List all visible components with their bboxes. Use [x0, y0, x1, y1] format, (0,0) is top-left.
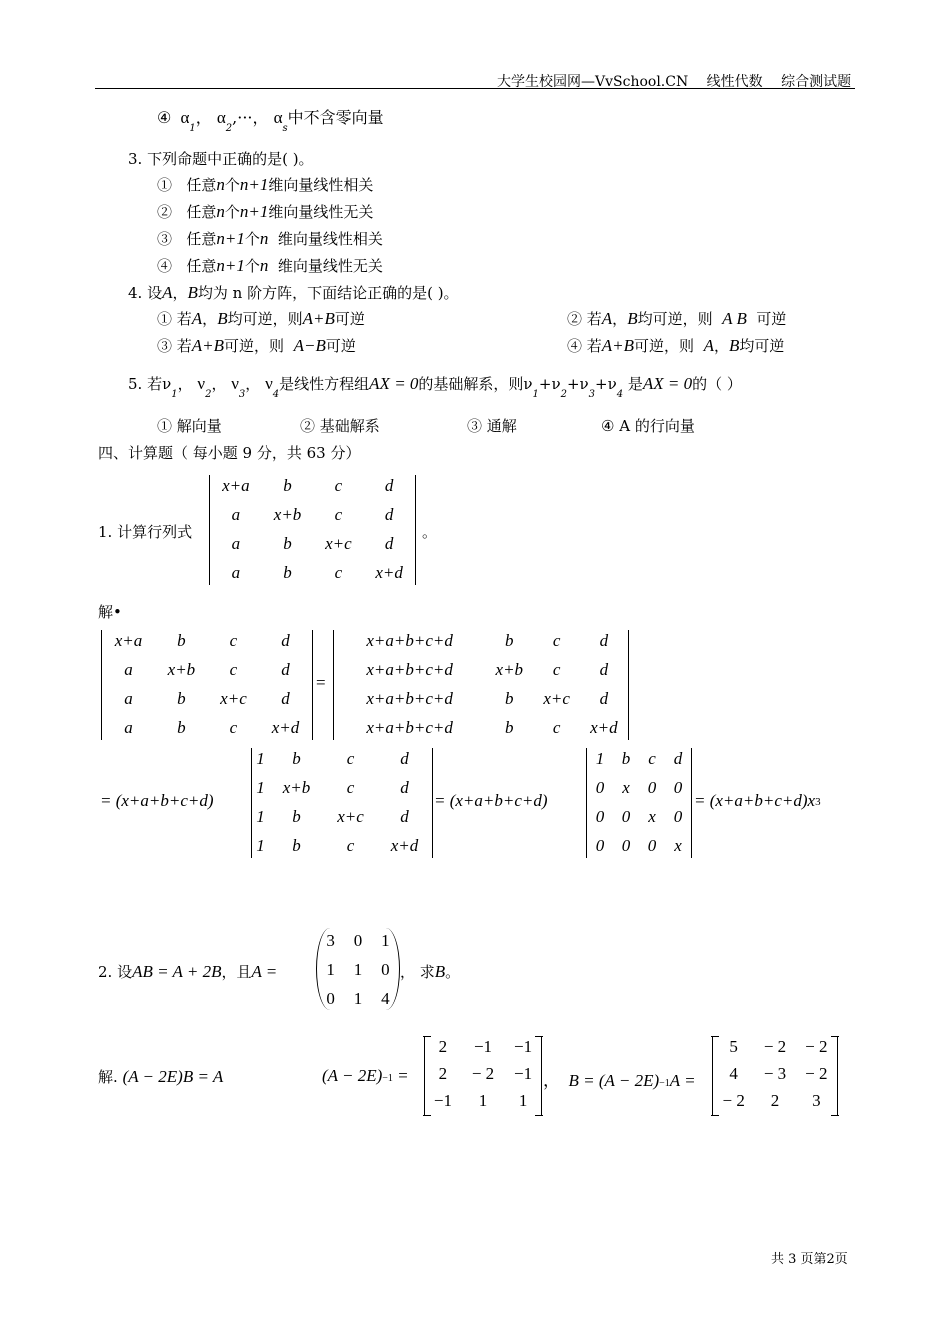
matrix-cell: a — [231, 562, 241, 582]
matrix-cell: 1 — [478, 1090, 488, 1110]
matrix-cell: 0 — [647, 777, 657, 797]
matrix-cell: d — [281, 659, 290, 679]
matrix-cell: c — [552, 630, 561, 650]
determinant-4 — [251, 748, 433, 858]
matrix-cell: x+c — [220, 688, 247, 708]
q5-option: ③ 通解 — [467, 417, 517, 435]
page-header: 大学生校园网—VvSchool.CN 线性代数 综合测试题 — [497, 74, 852, 90]
matrix-cell: x+c — [325, 533, 352, 553]
matrix-cell: 1 — [256, 748, 265, 768]
matrix-cell: c — [648, 748, 656, 768]
matrix-cell: x+b — [282, 777, 311, 797]
q5-option: ④ A 的行向量 — [601, 417, 695, 435]
matrix-cell: b — [292, 748, 301, 768]
matrix-cell: c — [346, 748, 355, 768]
matrix-cell: d — [384, 533, 394, 553]
determinant-1 — [209, 475, 416, 585]
matrix-cell: −1 — [433, 1090, 452, 1110]
matrix-cell: b — [505, 630, 514, 650]
header-rule — [95, 88, 855, 89]
matrix-cell: 1 — [256, 777, 265, 797]
inverse-lhs: (A − 2E)−1 = — [322, 1066, 409, 1085]
matrix-cell: 3 — [326, 930, 335, 950]
matrix-cell: a — [124, 659, 133, 679]
matrix-cell: a — [231, 504, 241, 524]
matrix-cell: x — [648, 806, 656, 826]
matrix-cell: c — [334, 504, 343, 524]
matrix-cell: c — [552, 659, 561, 679]
matrix-cell: x+a+b+c+d — [366, 688, 453, 708]
matrix-cell: b — [621, 748, 631, 768]
q4-stem: 4. 设A，B均为 n 阶方阵，下面结论正确的是( )。 — [128, 283, 459, 302]
matrix-cell: d — [673, 748, 683, 768]
problem-1-label: 1. 计算行列式 — [98, 523, 193, 541]
determinant-2 — [101, 630, 313, 740]
solution-label: 解• — [98, 603, 122, 621]
matrix-cell: −1 — [473, 1036, 493, 1056]
matrix-cell: 2 — [770, 1090, 780, 1110]
matrix-cell: x+d — [375, 562, 403, 582]
matrix-cell: x+a — [114, 630, 143, 650]
matrix-cell: 5 — [729, 1036, 738, 1056]
matrix-cell: − 2 — [763, 1036, 787, 1056]
q3-option: ② 任意n个n+1维向量线性无关 — [157, 202, 374, 221]
matrix-cell: − 2 — [471, 1063, 495, 1083]
matrix-cell: 3 — [812, 1090, 821, 1110]
matrix-cell: b — [283, 562, 292, 582]
matrix-cell: 1 — [353, 959, 363, 979]
matrix-cell: d — [384, 475, 394, 495]
q3-option: ① 任意n个n+1维向量线性相关 — [157, 175, 374, 194]
matrix-cell: c — [229, 659, 238, 679]
matrix-cell: x+a+b+c+d — [366, 717, 453, 737]
matrix-cell: 1 — [381, 930, 390, 950]
problem-1-end: 。 — [422, 523, 438, 541]
matrix-cell: b — [505, 688, 514, 708]
matrix-cell: 4 — [381, 988, 390, 1008]
matrix-cell: c — [346, 835, 355, 855]
matrix-cell: x+b — [495, 659, 524, 679]
matrix-cell: 1 — [326, 959, 335, 979]
determinant-3 — [333, 630, 629, 740]
matrix-cell: 0 — [673, 777, 683, 797]
matrix-cell: 2 — [438, 1036, 448, 1056]
matrix-cell: x+b — [167, 659, 196, 679]
factor-expr: = (x+a+b+c+d) — [434, 791, 548, 810]
equals-sign: = — [316, 673, 326, 692]
matrix-cell: x — [622, 777, 630, 797]
matrix-cell: a — [124, 688, 133, 708]
matrix-cell: c — [229, 630, 238, 650]
matrix-cell: x+a+b+c+d — [366, 659, 453, 679]
matrix-cell: b — [292, 835, 301, 855]
problem-2-tail: ， 求B。 — [400, 962, 461, 981]
matrix-cell: 0 — [595, 806, 605, 826]
matrix-cell: 1 — [595, 748, 605, 768]
matrix-cell: c — [334, 475, 343, 495]
q5-option: ① 解向量 — [157, 417, 222, 435]
q5-option: ② 基础解系 — [300, 417, 380, 435]
matrix-cell: − 2 — [722, 1090, 745, 1110]
q5-stem: 5. 若$\nu_1$， $\nu_2$， $\nu_3$， $\nu_4$是线性方程组AX = 0的基础解系，则$\nu_1+\nu_2+\nu_3+\nu_4$ 是AX = 0的（ ） — [128, 374, 742, 400]
q4-option-1: ① 若A，B均可逆，则A+B可逆 — [157, 309, 365, 328]
matrix-cell: d — [400, 806, 409, 826]
matrix-cell: d — [400, 777, 409, 797]
matrix-cell: d — [599, 659, 609, 679]
matrix-cell: 0 — [647, 835, 657, 855]
matrix-cell: 0 — [353, 930, 363, 950]
q3-option: ③ 任意n+1个n 维向量线性相关 — [157, 229, 383, 248]
matrix-cell: − 2 — [805, 1036, 828, 1056]
matrix-cell: d — [599, 630, 609, 650]
matrix-cell: x+d — [590, 717, 618, 737]
q2-option-4: ④ $\alpha_1$， $\alpha_2,\cdot\cdot\cdot$， $\alpha_s$中不含零向量 — [157, 108, 384, 134]
matrix-cell: 1 — [518, 1090, 528, 1110]
matrix-cell: c — [552, 717, 561, 737]
matrix-cell: 2 — [438, 1063, 448, 1083]
matrix-cell: x+c — [337, 806, 364, 826]
matrix-cell: x+a+b+c+d — [366, 630, 453, 650]
matrix-cell: 1 — [256, 835, 265, 855]
matrix-b — [712, 1036, 838, 1116]
section-title: 四、计算题（ 每小题 9 分，共 63 分） — [98, 444, 361, 462]
q4-option-4: ④ 若A+B可逆，则 A，B均可逆 — [567, 336, 785, 355]
matrix-inverse — [424, 1036, 542, 1116]
matrix-cell: x+d — [390, 835, 419, 855]
matrix-cell: a — [124, 717, 133, 737]
matrix-cell: b — [283, 533, 292, 553]
matrix-cell: b — [283, 475, 292, 495]
q4-option-2: ② 若A，B均可逆，则 A B 可逆 — [567, 309, 787, 328]
matrix-cell: x — [674, 835, 682, 855]
matrix-a — [316, 928, 400, 1010]
q3-stem: 3. 下列命题中正确的是( )。 — [128, 150, 314, 168]
matrix-cell: b — [177, 630, 186, 650]
matrix-cell: b — [292, 806, 301, 826]
problem-2-label: 2. 设AB = A + 2B，且A = — [98, 962, 278, 981]
determinant-5 — [586, 748, 692, 858]
b-expression: ， B = (A − 2E)−1A = — [543, 1071, 696, 1090]
matrix-cell: x+b — [273, 504, 302, 524]
matrix-cell: 0 — [381, 959, 390, 979]
factor-expr: = (x+a+b+c+d) — [100, 791, 214, 810]
matrix-cell: x+d — [271, 717, 300, 737]
matrix-cell: x+a — [222, 475, 250, 495]
matrix-cell: 0 — [621, 806, 631, 826]
result-expr: = (x+a+b+c+d)x3 — [694, 791, 821, 810]
matrix-cell: 0 — [595, 835, 605, 855]
matrix-cell: d — [400, 748, 409, 768]
matrix-cell: 1 — [256, 806, 265, 826]
matrix-cell: −1 — [514, 1036, 533, 1056]
matrix-cell: d — [384, 504, 394, 524]
matrix-cell: 4 — [729, 1063, 738, 1083]
matrix-cell: d — [281, 688, 290, 708]
matrix-cell: d — [281, 630, 290, 650]
matrix-cell: b — [505, 717, 514, 737]
problem-2-solution: 解. (A − 2E)B = A — [98, 1067, 224, 1086]
matrix-cell: −1 — [514, 1063, 533, 1083]
matrix-cell: x+c — [543, 688, 570, 708]
matrix-cell: c — [346, 777, 355, 797]
matrix-cell: b — [177, 688, 186, 708]
matrix-cell: − 2 — [805, 1063, 828, 1083]
matrix-cell: 0 — [326, 988, 335, 1008]
q3-option: ④ 任意n+1个n 维向量线性无关 — [157, 256, 383, 275]
matrix-cell: 0 — [621, 835, 631, 855]
matrix-cell: a — [231, 533, 241, 553]
matrix-cell: 0 — [595, 777, 605, 797]
matrix-cell: d — [599, 688, 609, 708]
matrix-cell: c — [334, 562, 343, 582]
matrix-cell: 1 — [353, 988, 363, 1008]
q4-option-3: ③ 若A+B可逆，则 A−B可逆 — [157, 336, 356, 355]
page-footer: 共 3 页第2页 — [771, 1252, 848, 1267]
matrix-cell: − 3 — [763, 1063, 787, 1083]
matrix-cell: c — [229, 717, 238, 737]
matrix-cell: b — [177, 717, 186, 737]
matrix-cell: 0 — [673, 806, 683, 826]
